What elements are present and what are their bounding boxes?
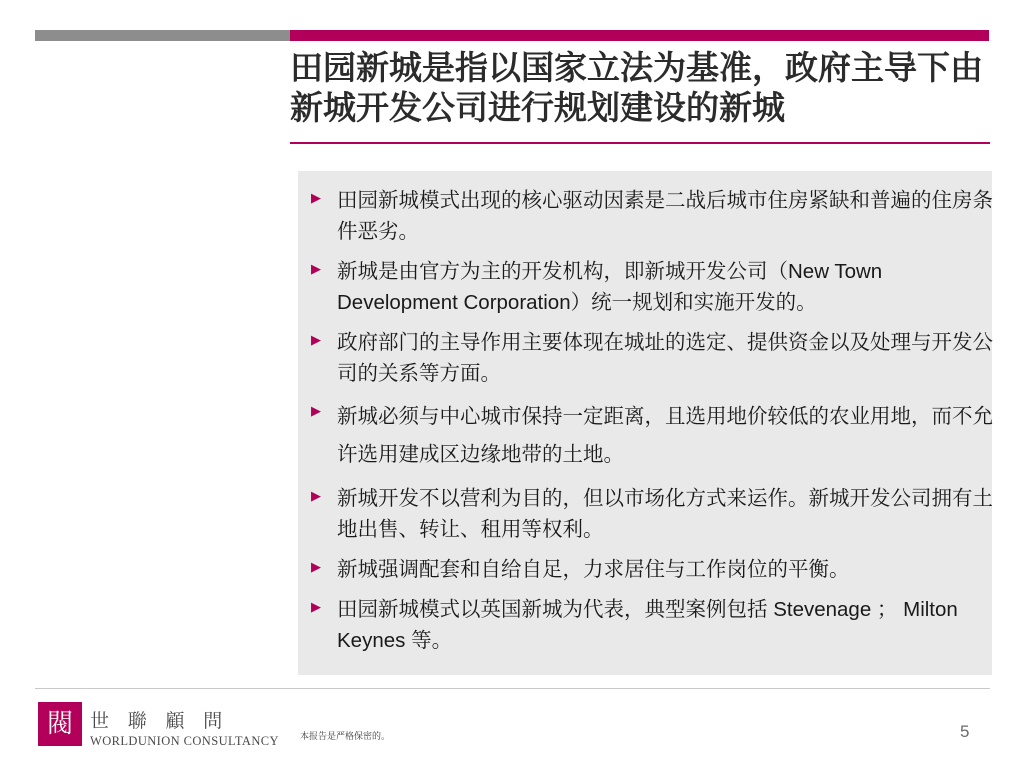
list-item: [305, 398, 995, 474]
list-item-text: 新城开发不以营利为目的，但以市场化方式来运作。新城开发公司拥有土地出售、转让、租用等权利。: [337, 487, 993, 541]
header-bar-gray: [35, 30, 290, 41]
logo-text-chinese: 世 聯 顧 問: [90, 711, 230, 732]
list-item-text: 田园新城模式出现的核心驱动因素是二战后城市住房紧缺和普遍的住房条件恶劣。: [337, 189, 993, 243]
confidentiality-note: 本报告是严格保密的。: [300, 731, 391, 741]
footer-divider: [35, 688, 990, 689]
bullet-marker-icon: ▶: [311, 190, 321, 205]
list-item: [305, 256, 995, 318]
page-number: 5: [960, 722, 970, 741]
header-bar-accent: [290, 30, 989, 41]
bullet-list: [305, 185, 995, 665]
bullet-marker-icon: ▶: [311, 559, 321, 574]
list-item: [305, 327, 995, 389]
list-item-text: 政府部门的主导作用主要体现在城址的选定、提供资金以及处理与开发公司的关系等方面。: [337, 331, 993, 385]
list-item: [305, 185, 995, 247]
bullet-marker-icon: ▶: [311, 261, 321, 276]
list-item: [305, 594, 995, 656]
bullet-marker-icon: ▶: [311, 403, 321, 418]
page-title: 田园新城是指以国家立法为基准，政府主导下由新城开发公司进行规划建设的新城: [290, 49, 983, 126]
bullet-marker-icon: ▶: [311, 488, 321, 503]
list-item: [305, 483, 995, 545]
logo-text-english: WORLDUNION CONSULTANCY: [90, 734, 279, 748]
list-item-text: 田园新城模式以英国新城为代表，典型案例包括 Stevenage ； Milton Keynes 等。: [337, 598, 958, 652]
company-logo-icon: [38, 702, 82, 746]
logo-glyph: 閥: [46, 709, 73, 738]
bullet-marker-icon: ▶: [311, 332, 321, 347]
list-item-text: 新城强调配套和自给自足，力求居住与工作岗位的平衡。: [337, 558, 850, 581]
list-item-text: 新城是由官方为主的开发机构，即新城开发公司（New Town Development Corporation）统一规划和实施开发的。: [337, 260, 883, 314]
list-item: [305, 554, 995, 585]
list-item-text: 新城必须与中心城市保持一定距离，且选用地价较低的农业用地，而不允许选用建成区边缘地带的土地。: [337, 405, 993, 466]
bullet-marker-icon: ▶: [311, 599, 321, 614]
title-divider: [290, 142, 990, 144]
